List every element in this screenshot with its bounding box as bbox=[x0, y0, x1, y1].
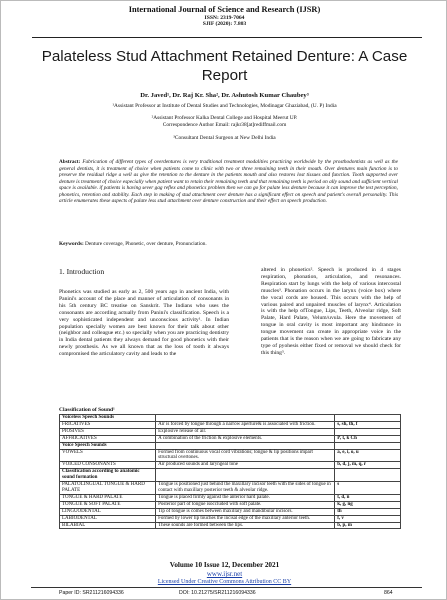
description-cell: Tongue is placed firmly against the anterior hard palate. bbox=[156, 494, 335, 501]
examples-cell: b, p, m bbox=[335, 522, 401, 529]
intro-right-column: altered in phonetics². Speech is produced in 4 stages respiration, phonation, articulation, and resonances. Respiration start by lungs with the help of various intercostal muscles³. Phonation occurs in the larynx (voice box) where the vocal cords are housed. This occurs with the help of various paired and unpaired muscles of larynx⁴. Articulation is with the help ofTongue, Lips, Teeth, Alveolar ridge, Soft Palate, Hard Palate, Velum/uvula. Here the movement of tongue in oral cavity is most important any hindrance in tongue movement can create in appropriate voice in the patients that is the reason when we are going to fabricate any type of pyohesis either fixed or removal we should check for this thing⁵. bbox=[261, 267, 401, 356]
abstract-label: Abstract: bbox=[59, 159, 81, 165]
sound-type-cell: LABIODENTAL bbox=[60, 515, 156, 522]
table-row bbox=[60, 435, 401, 442]
footer-paper-id: Paper ID: SR211216094336 bbox=[59, 590, 124, 596]
group-header-cell: Voice Speech Sounds bbox=[60, 442, 156, 449]
examples-cell: t, d, n bbox=[335, 494, 401, 501]
section-heading-introduction: 1. Introduction bbox=[59, 267, 105, 276]
description-cell: Formed from continuous vocal cord vibrations; tongue & lip positions impart structural overtones. bbox=[156, 449, 335, 462]
footer-rule bbox=[31, 587, 422, 588]
table-row bbox=[60, 428, 401, 435]
table-group-header bbox=[60, 469, 401, 482]
affiliation-3: ³Consultant Dental Surgeon at New Delhi India bbox=[173, 135, 276, 141]
table-row bbox=[60, 482, 401, 495]
sound-type-cell: FRICATIVES bbox=[60, 421, 156, 428]
examples-cell: s bbox=[335, 482, 401, 495]
footer-volume: Volume 10 Issue 12, December 2021 bbox=[169, 561, 280, 569]
examples-cell: f, v bbox=[335, 515, 401, 522]
table-row bbox=[60, 501, 401, 508]
table-row bbox=[60, 449, 401, 462]
intro-left-column: Phonetics was studied as early as 2, 500 years ago in ancient India, with Panini's account of the place and manner of articulation of consonants in his 5th century BC treatise on Sanskrit. The Indians who uses the consonants are according actually from Panini's classification. Speech is a very sophisticated independent and unconscious activity¹. In Indian population specially women are best known for their talk about other (neighbor and colleague etc.) so specially when you are practicing dentistry in India dental patients they always demand for good phonetics with their newly prosthesis. As we all known that as the loss of tooth it always compromised the articulatory cavity and leads to the bbox=[59, 289, 229, 358]
empty-cell bbox=[156, 469, 335, 482]
sound-type-cell: TONGUE & SOFT PALATE bbox=[60, 501, 156, 508]
author-list: Dr. Javed¹, Dr. Raj Kr. Sha², Dr. Ashutosh Kumar Chaubey³ bbox=[140, 92, 309, 99]
sound-type-cell: PIOSIVES bbox=[60, 428, 156, 435]
empty-cell bbox=[156, 415, 335, 422]
examples-cell bbox=[335, 428, 401, 435]
keywords-text: Denture coverage, Phonetic, over denture, Pronunciation. bbox=[85, 241, 207, 247]
table-row bbox=[60, 462, 401, 469]
footer-page-number: 864 bbox=[384, 590, 393, 596]
sound-type-cell: LINGUODENTAL bbox=[60, 508, 156, 515]
description-cell: Air is forced by tongue through a narrow aperture& is associated with friction. bbox=[156, 421, 335, 428]
footer-journal-link[interactable]: www.ijsr.net bbox=[206, 570, 243, 578]
table-row bbox=[60, 522, 401, 529]
sound-type-cell: PALATOLINGUAL TONGUE & HARD PALATE bbox=[60, 482, 156, 495]
correspondence-email: Correspondence Author Email: rajkr38[at]rediffmail.com bbox=[162, 122, 287, 128]
sound-type-cell: VOICED CONSONANTS bbox=[60, 462, 156, 469]
table-group-header bbox=[60, 442, 401, 449]
description-cell: Air produced sounds and laryngeal tone bbox=[156, 462, 335, 469]
table-row bbox=[60, 508, 401, 515]
footer-doi: DOI: 10.21275/SR211216094336 bbox=[179, 590, 256, 596]
empty-cell bbox=[335, 469, 401, 482]
table-row bbox=[60, 421, 401, 428]
affiliation-1: ¹Assistant Professor at Institute of Dental Studies and Technologies, Modinagar Ghaziabad, (U. P) India bbox=[112, 103, 337, 109]
abstract bbox=[59, 159, 398, 205]
group-header-cell: Voiceless Speech Sounds bbox=[60, 415, 156, 422]
sound-classification-table bbox=[59, 414, 401, 529]
table-group-header bbox=[60, 415, 401, 422]
description-cell: Explosive release of air. bbox=[156, 428, 335, 435]
description-cell: Tongue is positioned just behind the maxillary incisor teeth with the sides of tongue in contact with maxillary posterior teeth & alveolar ridge. bbox=[156, 482, 335, 495]
examples-cell: s, sh, th, f bbox=[335, 421, 401, 428]
description-cell: Posterior part of tongue isoccluded with soft palate. bbox=[156, 501, 335, 508]
table-row bbox=[60, 494, 401, 501]
description-cell: These sounds are formed between the lips. bbox=[156, 522, 335, 529]
footer-license-link[interactable]: Licensed Under Creative Commons Attribution CC BY bbox=[157, 579, 292, 585]
examples-cell: th bbox=[335, 508, 401, 515]
examples-cell: P, t, k Ch bbox=[335, 435, 401, 442]
sound-type-cell: AFFRICATIVES bbox=[60, 435, 156, 442]
paper-title: Palateless Stud Attachment Retained Denture: A Case Report bbox=[41, 48, 408, 84]
header-rule bbox=[32, 37, 422, 38]
examples-cell: a, e, i, o, u bbox=[335, 449, 401, 462]
description-cell: Tip of tongue is comes between maxillary and mandibular incisors. bbox=[156, 508, 335, 515]
examples-cell: k, g, ng bbox=[335, 501, 401, 508]
table-caption: Classification of Sound¹ bbox=[59, 407, 115, 413]
empty-cell bbox=[156, 442, 335, 449]
journal-header bbox=[1, 5, 447, 28]
journal-sjif: SJIF (2020): 7.803 bbox=[202, 21, 247, 28]
abstract-text: Fabrication of different types of overdentures is very traditional treatment modalities practicing worldwide by the prosthodontists as well as the general dentists, it is treatment of choice when patients come to clinic with two or three remaining teeth in their mouth. Over dentures main function is to preserve the residual ridge a well as give the retention to the denture in the patients mouth and also restores lost tissues and function. Tooth supported over denture is treatment of choice especially when patient want to retain their remaining teeth and that remaining teeth is period on ally sound and sufficient vertical space is available. if patients is having sever gag reflex and phonetics problem then we can go for palate less denture because it can improve the test perception, phonetics, retention and stability. Each step in making of stud attachment over denture has a significant effect on speech and patient's overall personality. This article enumerates these aspects of palate less stud attachment over denture construction and their effect on speech production. bbox=[59, 159, 399, 204]
examples-cell: b, d, j, m, q, r bbox=[335, 462, 401, 469]
empty-cell bbox=[335, 415, 401, 422]
sound-type-cell: VOWELS bbox=[60, 449, 156, 462]
sound-type-cell: BILABIAL bbox=[60, 522, 156, 529]
keywords-label: Keywords: bbox=[59, 241, 84, 247]
table-row bbox=[60, 515, 401, 522]
sound-type-cell: TONGUE & HARD PALATE bbox=[60, 494, 156, 501]
keywords bbox=[59, 241, 398, 247]
description-cell: A combination of the friction & explosive elements. bbox=[156, 435, 335, 442]
affiliation-2: ²Assistant Professor Kalka Dental College and Hospital Meerut UP. bbox=[151, 115, 298, 121]
empty-cell bbox=[335, 442, 401, 449]
journal-issn: ISSN: 2319-7064 bbox=[204, 14, 245, 21]
journal-title: International Journal of Science and Research (IJSR) bbox=[128, 5, 321, 14]
description-cell: Formed by lower lip touches the incisal edge of the maxillary anterior teeth. bbox=[156, 515, 335, 522]
group-header-cell: Classification according to anatomic sound formation bbox=[60, 469, 156, 482]
